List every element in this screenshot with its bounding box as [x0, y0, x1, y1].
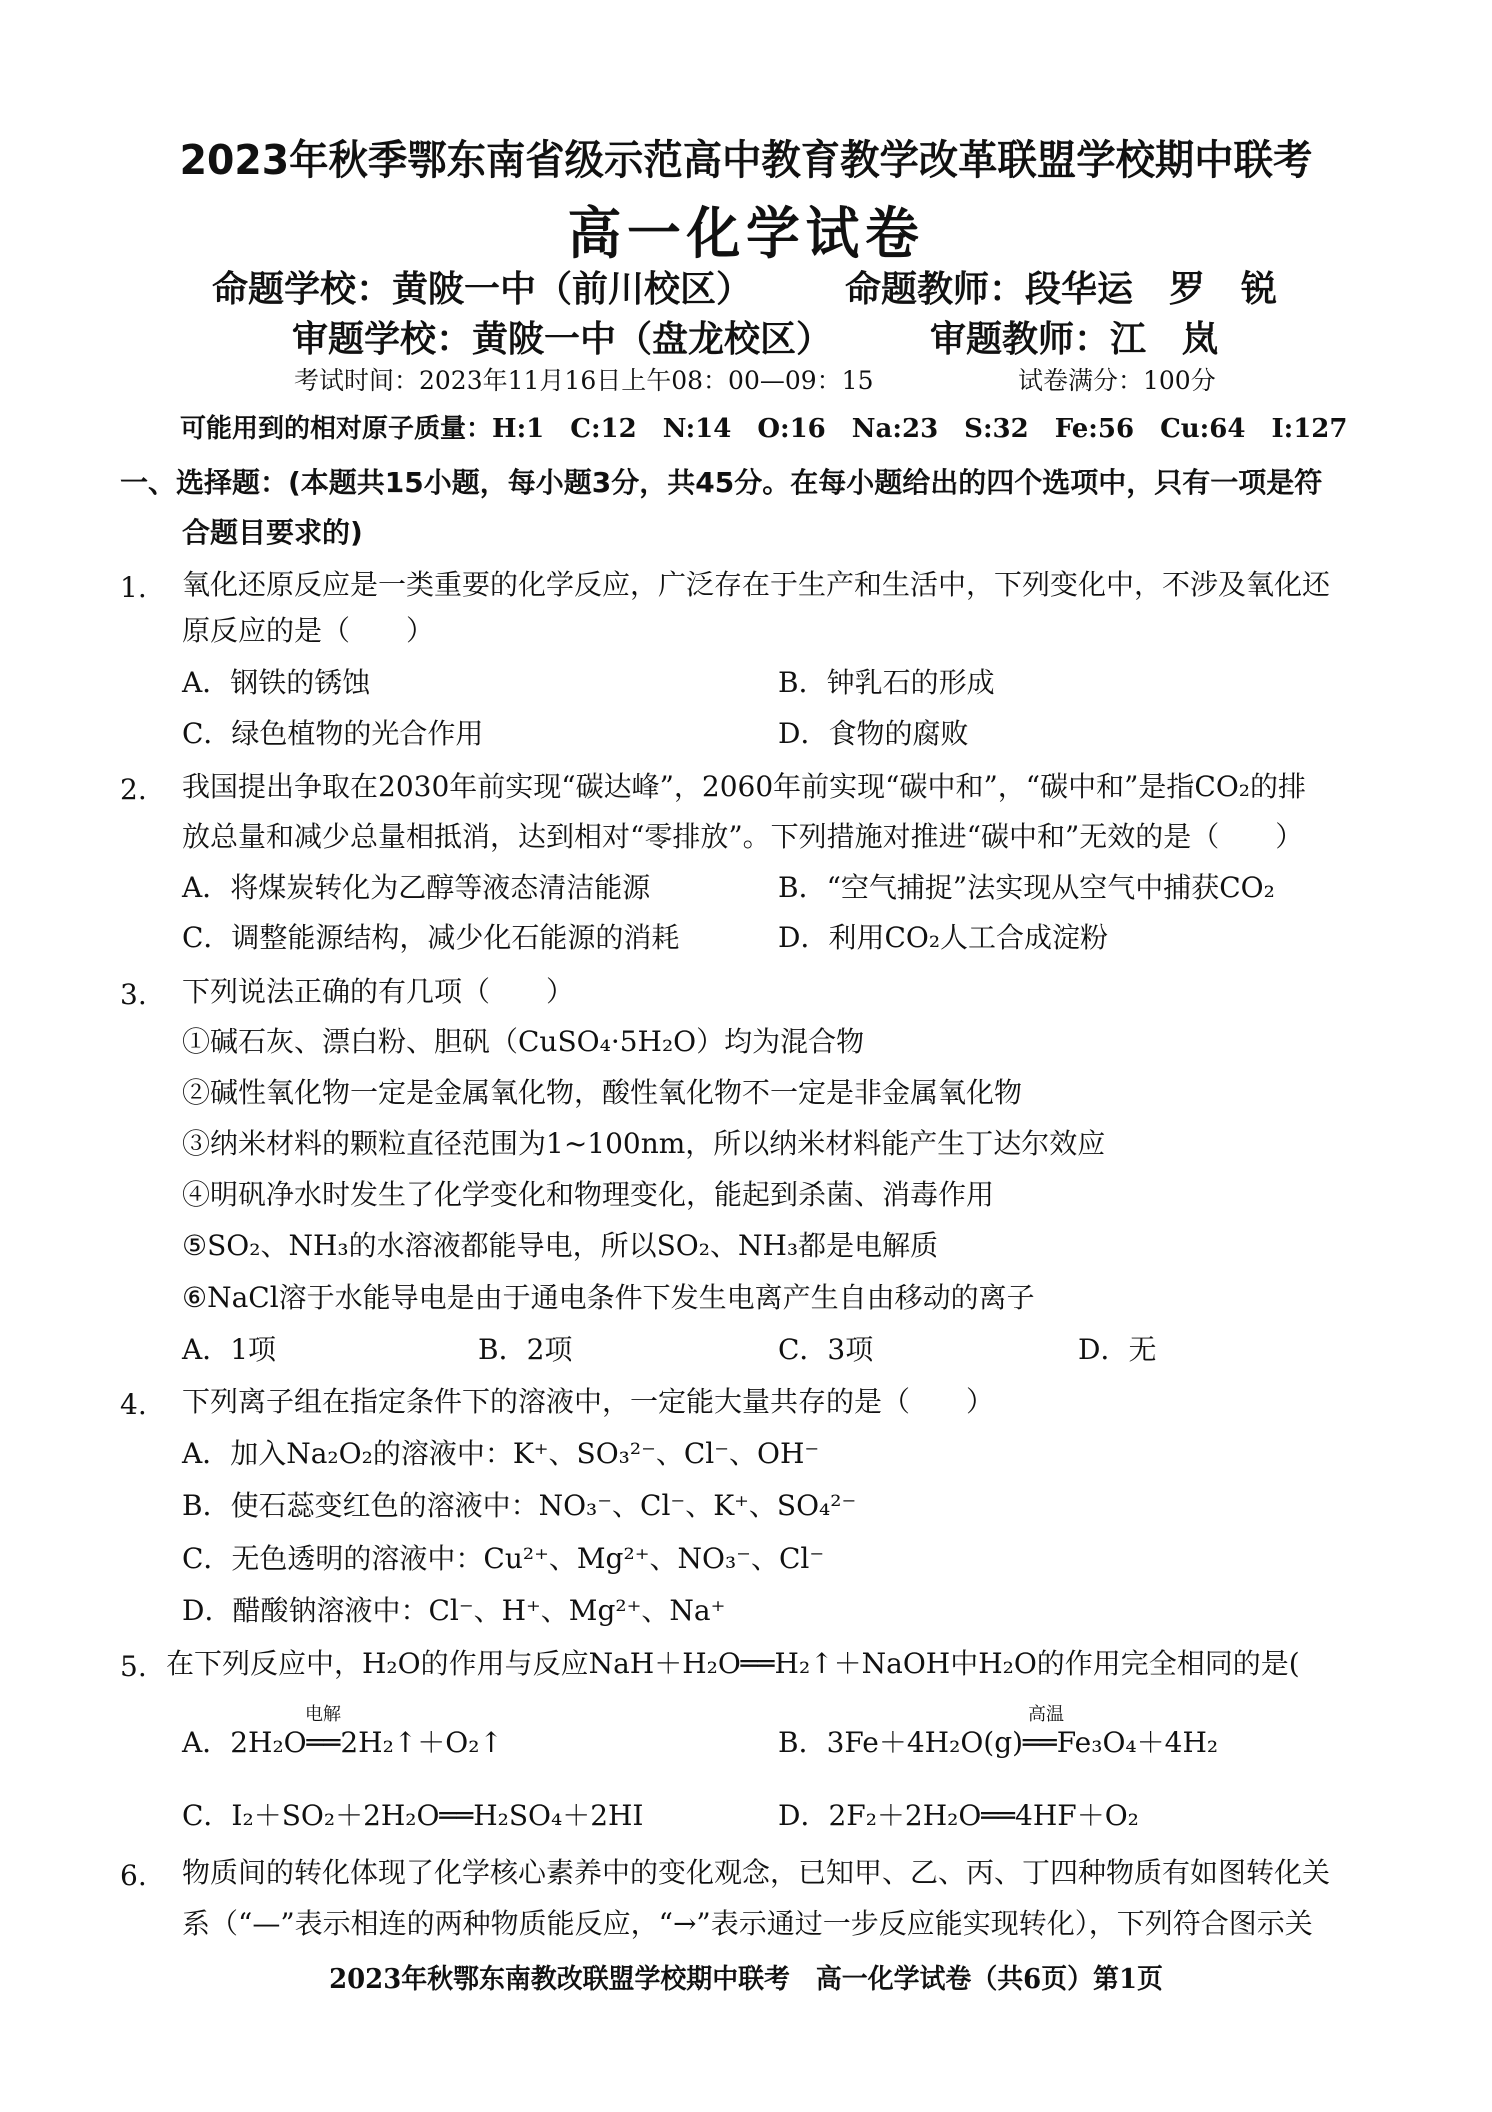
- q6-stem-line1: 物质间的转化体现了化学核心素养中的变化观念，已知甲、乙、丙、丁四种物质有如图转化关: [182, 1856, 1331, 1889]
- q2-option-d: D．利用CO₂人工合成淀粉: [778, 921, 1109, 954]
- q2-option-b: B．“空气捕捉”法实现从空气中捕获CO₂: [778, 871, 1275, 904]
- q3-item-4: ④明矾净水时发生了化学变化和物理变化，能起到杀菌、消毒作用: [182, 1178, 995, 1211]
- q5-option-b: B．3Fe＋4H₂O(g)══Fe₃O₄＋4H₂: [778, 1726, 1219, 1759]
- page-footer: 2023年秋鄂东南教改联盟学校期中联考 高一化学试卷（共6页）第1页: [329, 1964, 1163, 1995]
- q1-option-d: D．食物的腐败: [778, 717, 969, 750]
- q4-option-d: D．醋酸钠溶液中：Cl⁻、H⁺、Mg²⁺、Na⁺: [182, 1594, 726, 1627]
- q3-option-a: A．1项: [182, 1333, 277, 1366]
- q2-number: 2.: [120, 773, 147, 806]
- atomic-mass-line: 可能用到的相对原子质量：H:1 C:12 N:14 O:16 Na:23 S:32 Fe:56 Cu:64 I:127: [180, 414, 1348, 444]
- q4-option-c: C．无色透明的溶液中：Cu²⁺、Mg²⁺、NO₃⁻、Cl⁻: [182, 1542, 825, 1575]
- q2-option-a: A．将煤炭转化为乙醇等液态清洁能源: [182, 871, 651, 904]
- q5-option-a: A．2H₂O══2H₂↑＋O₂↑: [182, 1726, 503, 1759]
- q1-option-c: C．绿色植物的光合作用: [182, 717, 484, 750]
- section-heading-line1: 一、选择题：(本题共15小题，每小题3分，共45分。在每小题给出的四个选项中，只有一项是符: [120, 466, 1323, 499]
- q3-option-d: D．无: [1078, 1333, 1157, 1366]
- q3-option-b: B．2项: [478, 1333, 573, 1366]
- exam-title: 2023年秋季鄂东南省级示范高中教育教学改革联盟学校期中联考: [179, 136, 1313, 184]
- q1-stem-line1: 氧化还原反应是一类重要的化学反应，广泛存在于生产和生活中，下列变化中，不涉及氧化还: [182, 568, 1331, 601]
- q3-item-1: ①碱石灰、漂白粉、胆矾（CuSO₄·5H₂O）均为混合物: [182, 1025, 865, 1058]
- q4-option-b: B．使石蕊变红色的溶液中：NO₃⁻、Cl⁻、K⁺、SO₄²⁻: [182, 1489, 857, 1522]
- q5-b-condition: 高温: [1028, 1704, 1064, 1725]
- proposer-school: 命题学校：黄陂一中（前川校区）: [212, 269, 753, 310]
- section-heading-line2: 合题目要求的): [182, 516, 363, 549]
- q2-stem-line2: 放总量和减少总量相抵消，达到相对“零排放”。下列措施对推进“碳中和”无效的是（ ）: [182, 820, 1304, 853]
- q2-stem-line1: 我国提出争取在2030年前实现“碳达峰”，2060年前实现“碳中和”，“碳中和”是指CO₂的排: [182, 770, 1307, 803]
- reviewer-school: 审题学校：黄陂一中（盘龙校区）: [292, 319, 833, 360]
- full-score: 试卷满分：100分: [1018, 366, 1216, 395]
- q5-a-condition: 电解: [305, 1704, 341, 1725]
- q1-stem-line2: 原反应的是（ ）: [182, 614, 435, 647]
- q6-number: 6.: [120, 1859, 147, 1892]
- q3-item-3: ③纳米材料的颗粒直径范围为1~100nm，所以纳米材料能产生丁达尔效应: [182, 1127, 1106, 1160]
- q4-option-a: A．加入Na₂O₂的溶液中：K⁺、SO₃²⁻、Cl⁻、OH⁻: [182, 1437, 820, 1470]
- q3-stem: 下列说法正确的有几项（ ）: [182, 975, 575, 1008]
- subject-title: 高一化学试卷: [567, 202, 925, 267]
- exam-time: 考试时间：2023年11月16日上午08：00—09：15: [294, 366, 874, 395]
- q1-number: 1.: [120, 571, 147, 604]
- q3-number: 3.: [120, 978, 147, 1011]
- q5-stem: 在下列反应中，H₂O的作用与反应NaH＋H₂O══H₂↑＋NaOH中H₂O的作用完全相同的是(: [166, 1647, 1300, 1680]
- q4-number: 4.: [120, 1388, 147, 1421]
- q4-stem: 下列离子组在指定条件下的溶液中，一定能大量共存的是（ ）: [182, 1385, 995, 1418]
- q3-item-5: ⑤SO₂、NH₃的水溶液都能导电，所以SO₂、NH₃都是电解质: [182, 1229, 939, 1262]
- reviewer-teacher: 审题教师：江 岚: [930, 319, 1219, 360]
- q5-number: 5.: [120, 1650, 147, 1683]
- q1-option-a: A．钢铁的锈蚀: [182, 666, 371, 699]
- q2-option-c: C．调整能源结构，减少化石能源的消耗: [182, 921, 680, 954]
- q5-option-d: D．2F₂＋2H₂O══4HF＋O₂: [778, 1799, 1139, 1832]
- q3-option-c: C．3项: [778, 1333, 874, 1366]
- q5-option-c: C．I₂＋SO₂＋2H₂O══H₂SO₄＋2HI: [182, 1799, 644, 1832]
- proposer-teachers: 命题教师：段华运 罗 锐: [845, 269, 1278, 310]
- q3-item-2: ②碱性氧化物一定是金属氧化物，酸性氧化物不一定是非金属氧化物: [182, 1076, 1023, 1109]
- q1-option-b: B．钟乳石的形成: [778, 666, 995, 699]
- q3-item-6: ⑥NaCl溶于水能导电是由于通电条件下发生电离产生自由移动的离子: [182, 1281, 1035, 1314]
- q6-stem-line2: 系（“—”表示相连的两种物质能反应，“→”表示通过一步反应能实现转化），下列符合图示关: [182, 1907, 1313, 1940]
